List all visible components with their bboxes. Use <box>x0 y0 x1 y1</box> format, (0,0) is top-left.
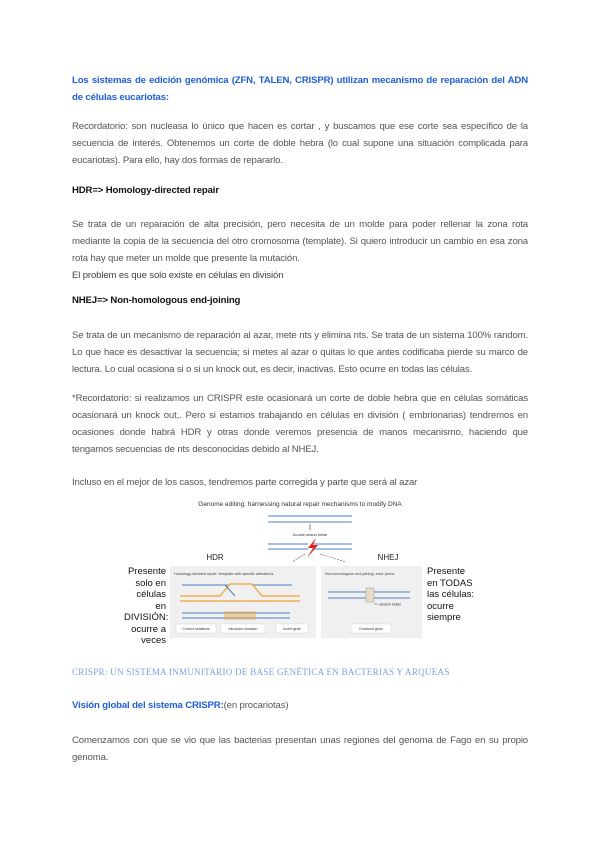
crispr-text: Comenzamos con que se vio que las bacterias presentan unas regiones del genoma de Fago en su propio genoma. <box>72 735 528 763</box>
note-line: veces <box>141 635 166 646</box>
nhej-conclusion: Incluso en el mejor de los casos, tendremos parte corregida y parte que será al azar <box>72 477 418 488</box>
intro-title: Los sistemas de edición genómica (ZFN, TALEN, CRISPR) utilizan mecanismo de reparación del ADN de células eucariotas: <box>72 75 528 103</box>
figure-title: Genome editing: harnessing natural repair mechanisms to modify DNA <box>198 501 402 508</box>
hdr-text: Se trata de un reparación de alta precisión, pero necesita de un molde para poder rellenar la zona rota mediante la copia de la secuencia del otro cromosoma (template). Si quiero introducir un cambio en esa zona rota hay que meter un molde que presente la mutación. El problem es que solo existe en células en división <box>72 219 528 281</box>
nhej-panel <box>321 566 422 638</box>
hdr-box-title: Homology-directed repair: template with specific alterations <box>174 572 274 576</box>
nhej-box-title: Non-homologous end-joining: error prone <box>325 572 395 576</box>
hdr-label: HDR <box>206 553 224 562</box>
note-line: las células: <box>427 589 474 600</box>
crispr-subtitle <box>72 697 528 714</box>
dsb-label: Double-strand break <box>292 533 328 537</box>
dna-intact <box>268 516 352 522</box>
note-line: Presente <box>427 566 466 577</box>
note-line: siempre <box>427 612 461 623</box>
nhej-label: NHEJ <box>377 553 399 562</box>
arrow-hdr-icon <box>292 554 305 562</box>
nhej-text: Se trata de un mecanismo de reparación al azar, mete nts y elimina nts. Se trata de un sistema 100% random. Lo que hace es desactivar la secuencia; si metes al azar o quitas lo que antes codificaba pierde su marco de lectura. Lo cual ocasiona si o si un knock out, es decir, inactivas. Esto ocurre en todas las células. <box>72 330 528 375</box>
note-line: en TODAS <box>427 577 473 589</box>
nhej-side-note <box>427 566 477 624</box>
note-line: ocurre <box>427 600 454 612</box>
nhej-heading: NHEJ=> Non-homologous end-joining <box>72 295 241 306</box>
hdr-side-note <box>124 566 169 647</box>
insert-gene-label: Insert gene <box>283 627 301 631</box>
crispr-section-title: CRISPR: UN SISTEMA INMUNITARIO DE BASE GENÉTICA EN BACTERIAS Y ARQUEAS <box>72 667 450 677</box>
random-indels-label: random indels <box>379 602 401 607</box>
knockout-gene-label: Knockout gene <box>359 627 383 631</box>
arrow-nhej-icon <box>320 554 346 562</box>
hdr-panel <box>170 566 316 638</box>
hdr-heading: HDR=> Homology-directed repair <box>72 185 219 196</box>
intro-reminder: Recordatorio: son nucleasa lo único que hacen es cortar , y buscamos que ese corte sea específico de la secuencia de interés. Obtenemos un corte de doble hebra (lo cual supone una situación complicada para eucariotas). Para ello, hay dos formas de repararlo. <box>72 121 528 166</box>
note-line: células en <box>136 589 166 612</box>
note-line: solo en <box>135 577 166 589</box>
note-line: ocurre a <box>131 623 166 635</box>
note-line: Presente <box>127 566 166 577</box>
lightning-break-icon <box>307 538 318 558</box>
note-line: DIVISIÓN: <box>124 612 169 623</box>
nhej-reminder: *Recordatorio: si realizamos un CRISPR este ocasionará un corte de doble hebra que en células somáticas ocasionará un knock out,. Pero si estamos trabajando en células en división ( embrionarias) tendremos en ocasiones donde habrá HDR y otras donde veremos presencia de manos mecanismo, haciendo que tengamos secuencias de nts desconocidas debido al NHEJ. <box>72 393 528 455</box>
subtitle-bold: Visión global del sistema CRISPR: <box>72 700 224 711</box>
introduce-mutation-label: Introduce mutation <box>228 627 258 631</box>
subtitle-suffix: (en procariotas) <box>223 700 289 711</box>
correct-mutations-label: Correct mutations <box>182 627 210 631</box>
